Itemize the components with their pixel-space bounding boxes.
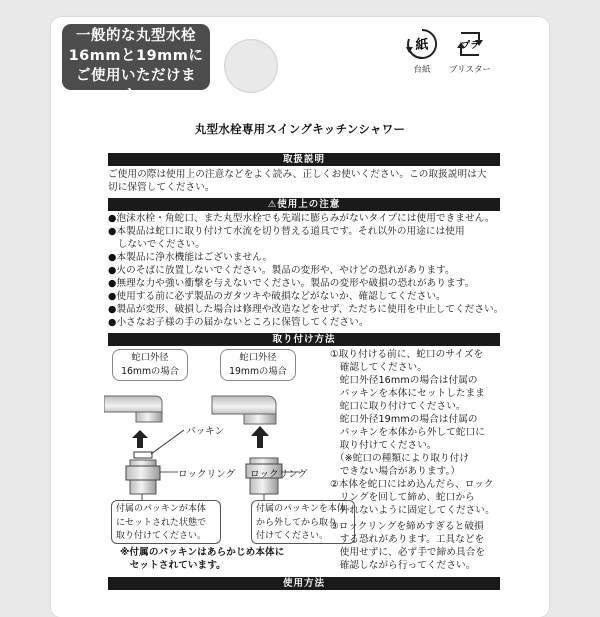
- section-heading-install: 取り付け方法: [108, 333, 500, 346]
- install-step-line: 蛇口外径16mmの場合は付属の: [330, 375, 478, 386]
- caution-line: ●使用する前に必ず製品のガタツキや破損などがないか、確認してください。: [108, 291, 446, 302]
- install-step-line: パッキンを本体から外して蛇口に: [330, 427, 486, 438]
- caution-line: ●本製品は蛇口に取り付けて水流を切り替える道具です。それ以外の用途には使用: [108, 226, 465, 237]
- size-label-19mm: [220, 349, 296, 381]
- left-note-box: [111, 500, 221, 544]
- promo-badge: [62, 24, 210, 104]
- note-line: 取り付けてください。: [116, 531, 207, 541]
- section-heading-manual: 取扱説明: [108, 153, 500, 166]
- install-step-line: 蛇口に取り付けてください。: [330, 401, 466, 412]
- packing-icon: [134, 452, 152, 458]
- arrow-up-icon: [132, 430, 148, 448]
- install-step-line: ①取り付ける前に、蛇口のサイズを: [330, 349, 484, 360]
- product-title: 丸型水栓専用スイングキッチンシャワー: [194, 122, 406, 136]
- caution-line: ●泡沫水栓・角蛇口、また丸型水栓でも先端に膨らみがないタイプには使用できません。: [108, 213, 495, 224]
- packing-note: セットされています。: [120, 560, 226, 571]
- paper-recycle-mark: [398, 27, 446, 75]
- promo-line: 一般的な丸型水栓: [76, 28, 196, 44]
- paper-recycle-icon: [405, 27, 439, 61]
- install-step-line: 確認しながら行ってください。: [330, 560, 476, 571]
- size-label-line: 蛇口外径: [131, 352, 169, 363]
- install-step-line: リングを回して締め、蛇口から: [330, 492, 475, 503]
- caution-line: ●火のそばに放置しないでください。製品の変形や、やけどの恐れがあります。: [108, 265, 455, 276]
- size-label-line: 16mmの場合: [121, 366, 179, 377]
- note-line: にセットされた状態で: [116, 517, 207, 528]
- install-step-line: ②本体を蛇口にはめ込んだら、ロック: [330, 479, 494, 490]
- packing-label: パッキン: [186, 426, 225, 437]
- install-step-line: 取り付けてください。: [330, 440, 437, 451]
- arrow-up-icon: [251, 426, 269, 448]
- paper-recycle-label: 台紙: [413, 65, 431, 75]
- size-label-line: 19mmの場合: [229, 366, 287, 377]
- install-step-line: 使用せずに、必ず手で締め具合を: [330, 547, 486, 558]
- faucet-illustration: [104, 382, 324, 502]
- manual-text-line: 切に保管してください。: [108, 182, 215, 193]
- plastic-recycle-mark: [446, 27, 494, 75]
- caution-line: ●製品が変形、破損した場合は修理や改造などをせず、ただちに使用を中止してください。: [108, 304, 504, 315]
- note-line: から外してから取り: [256, 517, 338, 528]
- install-step-line: できない場合があります。）: [330, 466, 461, 477]
- install-step-line: （※蛇口の種類により取り付け: [330, 453, 470, 464]
- svg-text:プラ: プラ: [460, 41, 480, 51]
- caution-line: しないでください。: [108, 239, 205, 250]
- packing-note: ※付属のパッキンはあらかじめ本体に: [120, 547, 285, 558]
- section-heading-caution: ⚠使用上の注意: [108, 198, 500, 211]
- plastic-recycle-label: ブリスター: [449, 65, 491, 75]
- section-heading-usage: 使用方法: [108, 577, 500, 590]
- install-step-line: する恐れがあります。工具などを: [330, 534, 485, 545]
- svg-text:紙: 紙: [415, 38, 429, 53]
- install-step-line: ③ロックリングを締めすぎると破損: [330, 521, 484, 532]
- install-step-line: 蛇口外径19mmの場合は付属の: [330, 414, 478, 425]
- promo-line: 16mmと19mmに: [68, 48, 204, 64]
- lockring-label-left: ロックリング: [178, 469, 236, 480]
- lockring-label-right: ロックリング: [250, 469, 308, 480]
- note-line: 付属のパッキンが本体: [116, 504, 206, 514]
- manual-text-line: ご使用の際は使用上の注意などをよく読み、正しくお使いください。この取扱説明は大: [108, 169, 487, 180]
- caution-line: ●本製品に浄水機能はございません。: [108, 252, 273, 263]
- caution-line: ●無理な力や強い衝撃を与えないでください。製品の変形や破損の恐れがあります。: [108, 278, 475, 289]
- note-line: 付けてください。: [256, 531, 329, 541]
- install-step-line: 確認してください。: [330, 362, 427, 373]
- size-label-16mm: [112, 349, 188, 381]
- hang-hole: [224, 39, 278, 93]
- size-label-line: 蛇口外径: [239, 352, 277, 363]
- note-line: 付属のパッキンを本体: [256, 504, 346, 514]
- install-step-line: 外れないように固定してください。: [330, 505, 495, 516]
- promo-line: ご使用いただけます。: [76, 68, 196, 104]
- install-step-line: パッキンを本体にセットしたまま: [330, 388, 486, 399]
- caution-line: ●小さなお子様の手の届かないところに保管してください。: [108, 317, 369, 328]
- plastic-recycle-icon: [453, 27, 487, 61]
